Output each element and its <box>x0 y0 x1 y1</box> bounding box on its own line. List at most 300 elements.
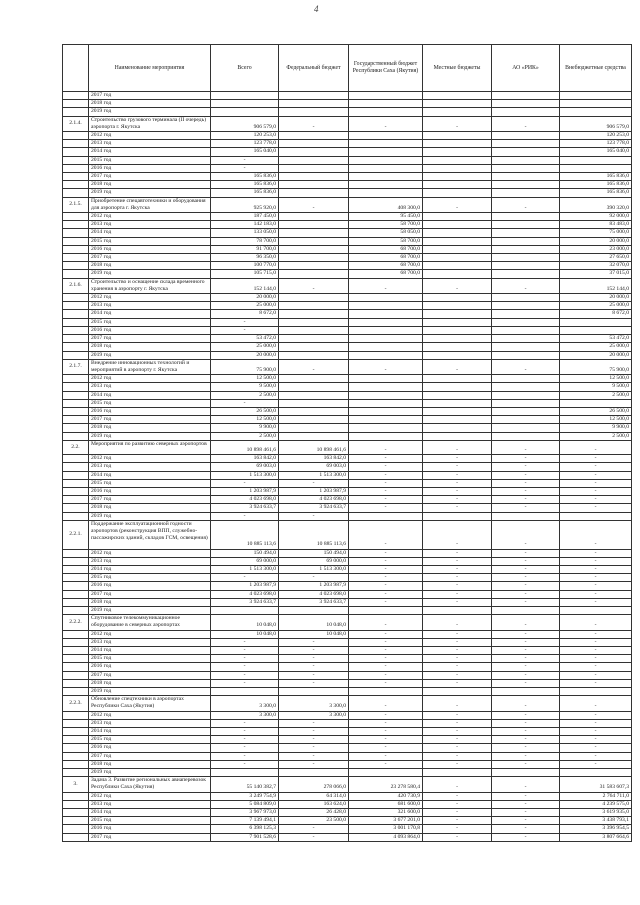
cell-total: - <box>211 679 279 687</box>
cell-local: - <box>423 752 492 760</box>
table-row <box>63 229 632 237</box>
cell-code <box>63 302 89 310</box>
cell-offbudget: - <box>560 598 632 606</box>
cell-local: - <box>423 496 492 504</box>
cell-federal <box>279 391 349 399</box>
cell-offbudget <box>560 100 632 108</box>
cell-code <box>63 557 89 565</box>
cell-name: 2013 год <box>89 638 211 646</box>
cell-state <box>349 383 423 391</box>
cell-state <box>349 181 423 189</box>
cell-name: Приобретение спецавтотехники и оборудования для аэропорта г. Якутска <box>89 197 211 212</box>
cell-name: Строительство и оснащение склада временного хранения в аэропорту г. Якутска <box>89 278 211 293</box>
cell-state: - <box>349 711 423 719</box>
cell-rik <box>492 173 560 181</box>
cell-rik <box>492 229 560 237</box>
table-row <box>63 479 632 487</box>
cell-state: - <box>349 520 423 549</box>
table-row <box>63 471 632 479</box>
cell-offbudget <box>560 92 632 100</box>
cell-name: 2018 год <box>89 181 211 189</box>
table-row <box>63 181 632 189</box>
cell-rik <box>492 391 560 399</box>
cell-total: 1 203 987,9 <box>211 487 279 495</box>
cell-federal <box>279 351 349 359</box>
cell-local: - <box>423 728 492 736</box>
cell-federal <box>279 399 349 407</box>
cell-local <box>423 318 492 326</box>
table-row <box>63 590 632 598</box>
cell-rik <box>492 606 560 614</box>
cell-name: 2014 год <box>89 565 211 573</box>
cell-code <box>63 383 89 391</box>
cell-code <box>63 655 89 663</box>
cell-local: - <box>423 744 492 752</box>
cell-code <box>63 598 89 606</box>
cell-offbudget: - <box>560 582 632 590</box>
cell-local: - <box>423 663 492 671</box>
cell-rik <box>492 318 560 326</box>
cell-state: - <box>349 479 423 487</box>
cell-name: 2013 год <box>89 383 211 391</box>
cell-local: - <box>423 463 492 471</box>
cell-code <box>63 229 89 237</box>
cell-federal: - <box>279 197 349 212</box>
cell-rik: - <box>492 582 560 590</box>
cell-rik: - <box>492 655 560 663</box>
cell-total: - <box>211 512 279 520</box>
cell-rik: - <box>492 549 560 557</box>
cell-code <box>63 679 89 687</box>
cell-state <box>349 108 423 116</box>
section-row <box>63 116 632 131</box>
cell-name: 2014 год <box>89 646 211 654</box>
cell-rik: - <box>492 711 560 719</box>
cell-total: 123 778,0 <box>211 140 279 148</box>
cell-local: - <box>423 598 492 606</box>
table-row <box>63 833 632 841</box>
cell-state: - <box>349 728 423 736</box>
cell-local: - <box>423 359 492 374</box>
cell-local <box>423 254 492 262</box>
cell-state <box>349 164 423 172</box>
budget-table <box>62 44 632 842</box>
cell-rik <box>492 148 560 156</box>
cell-total: 152 144,0 <box>211 278 279 293</box>
cell-state: 58 050,0 <box>349 229 423 237</box>
cell-rik <box>492 100 560 108</box>
cell-state <box>349 140 423 148</box>
cell-rik: - <box>492 479 560 487</box>
table-row <box>63 416 632 424</box>
cell-offbudget: 390 320,0 <box>560 197 632 212</box>
cell-rik <box>492 688 560 696</box>
cell-offbudget: - <box>560 496 632 504</box>
cell-state: 681 600,0 <box>349 800 423 808</box>
table-row <box>63 752 632 760</box>
cell-state: - <box>349 679 423 687</box>
cell-rik: - <box>492 615 560 630</box>
table-row <box>63 719 632 727</box>
cell-federal: 10 885 113,6 <box>279 520 349 549</box>
cell-name: 2016 год <box>89 487 211 495</box>
cell-code <box>63 752 89 760</box>
cell-local: - <box>423 711 492 719</box>
cell-federal <box>279 245 349 253</box>
table-row <box>63 646 632 654</box>
cell-name: 2016 год <box>89 245 211 253</box>
cell-code <box>63 769 89 777</box>
cell-total: 142 183,0 <box>211 221 279 229</box>
cell-state: - <box>349 278 423 293</box>
cell-code <box>63 351 89 359</box>
cell-total: 9 900,0 <box>211 424 279 432</box>
cell-local: - <box>423 800 492 808</box>
cell-code <box>63 132 89 140</box>
cell-name: 2015 год <box>89 399 211 407</box>
header-name: Наименование мероприятия <box>89 45 211 92</box>
cell-rik <box>492 108 560 116</box>
cell-federal: - <box>279 736 349 744</box>
cell-local <box>423 375 492 383</box>
cell-offbudget: 92 000,0 <box>560 213 632 221</box>
table-row <box>63 237 632 245</box>
cell-state: 4 093 864,0 <box>349 833 423 841</box>
cell-federal: 10 048,0 <box>279 630 349 638</box>
cell-name: 2016 год <box>89 326 211 334</box>
cell-offbudget: 31 583 607,3 <box>560 777 632 792</box>
cell-total: 120 253,0 <box>211 132 279 140</box>
cell-local: - <box>423 671 492 679</box>
cell-rik: - <box>492 663 560 671</box>
cell-name: 2019 год <box>89 108 211 116</box>
cell-rik <box>492 245 560 253</box>
cell-name: 2015 год <box>89 655 211 663</box>
cell-state: - <box>349 655 423 663</box>
cell-local: - <box>423 197 492 212</box>
cell-rik <box>492 343 560 351</box>
cell-name: 2018 год <box>89 760 211 768</box>
cell-rik <box>492 92 560 100</box>
table-row <box>63 557 632 565</box>
section-row <box>63 197 632 212</box>
cell-state: - <box>349 463 423 471</box>
cell-offbudget: 37 015,0 <box>560 270 632 278</box>
cell-total: 12 500,0 <box>211 375 279 383</box>
cell-state: 58 700,0 <box>349 221 423 229</box>
cell-code: 2.1.7. <box>63 359 89 374</box>
cell-name: 2013 год <box>89 302 211 310</box>
cell-offbudget: 27 650,0 <box>560 254 632 262</box>
cell-code <box>63 471 89 479</box>
cell-federal: 10 048,0 <box>279 615 349 630</box>
cell-federal: - <box>279 359 349 374</box>
cell-code <box>63 574 89 582</box>
cell-offbudget: 25 000,0 <box>560 343 632 351</box>
cell-rik: - <box>492 696 560 711</box>
cell-local <box>423 769 492 777</box>
cell-code <box>63 213 89 221</box>
cell-local <box>423 407 492 415</box>
cell-code <box>63 245 89 253</box>
cell-total: 69 000,0 <box>211 557 279 565</box>
table-row <box>63 455 632 463</box>
cell-code <box>63 294 89 302</box>
cell-code <box>63 343 89 351</box>
section-row <box>63 696 632 711</box>
cell-offbudget: - <box>560 655 632 663</box>
cell-state <box>349 294 423 302</box>
cell-code <box>63 590 89 598</box>
cell-federal <box>279 606 349 614</box>
cell-total: 165 040,0 <box>211 148 279 156</box>
table-row <box>63 213 632 221</box>
cell-local: - <box>423 809 492 817</box>
cell-name: Обновление спецтехники в аэропортах Республики Саха (Якутия) <box>89 696 211 711</box>
cell-offbudget: - <box>560 696 632 711</box>
cell-code: 2.2. <box>63 440 89 454</box>
cell-offbudget: 3 438 793,1 <box>560 817 632 825</box>
cell-offbudget: - <box>560 744 632 752</box>
cell-state: - <box>349 440 423 454</box>
cell-local <box>423 221 492 229</box>
cell-local: - <box>423 719 492 727</box>
cell-name: 2016 год <box>89 825 211 833</box>
cell-state <box>349 424 423 432</box>
cell-code <box>63 719 89 727</box>
cell-name: 2016 год <box>89 164 211 172</box>
cell-code <box>63 663 89 671</box>
cell-federal <box>279 310 349 318</box>
cell-rik <box>492 351 560 359</box>
cell-code <box>63 432 89 440</box>
table-row <box>63 302 632 310</box>
cell-code <box>63 318 89 326</box>
cell-federal: 4 023 698,0 <box>279 590 349 598</box>
cell-rik: - <box>492 679 560 687</box>
cell-federal <box>279 108 349 116</box>
cell-local <box>423 262 492 270</box>
cell-local <box>423 181 492 189</box>
cell-code <box>63 254 89 262</box>
table-row <box>63 565 632 573</box>
cell-rik: - <box>492 496 560 504</box>
cell-name: 2013 год <box>89 463 211 471</box>
cell-state: - <box>349 752 423 760</box>
cell-total: 187 450,0 <box>211 213 279 221</box>
table-row <box>63 164 632 172</box>
cell-offbudget: - <box>560 504 632 512</box>
cell-code <box>63 792 89 800</box>
table-row <box>63 92 632 100</box>
cell-code <box>63 375 89 383</box>
cell-name: 2016 год <box>89 407 211 415</box>
cell-code <box>63 140 89 148</box>
cell-rik <box>492 254 560 262</box>
cell-code <box>63 326 89 334</box>
table-row <box>63 343 632 351</box>
cell-federal: - <box>279 646 349 654</box>
cell-local <box>423 606 492 614</box>
cell-federal <box>279 335 349 343</box>
cell-offbudget: 4 239 575,0 <box>560 800 632 808</box>
cell-state: 68 700,0 <box>349 262 423 270</box>
cell-code <box>63 496 89 504</box>
cell-rik <box>492 326 560 334</box>
cell-state <box>349 343 423 351</box>
cell-federal: 1 203 987,9 <box>279 487 349 495</box>
table-header-row <box>63 45 632 92</box>
cell-local <box>423 156 492 164</box>
cell-federal <box>279 326 349 334</box>
cell-code <box>63 262 89 270</box>
cell-local <box>423 310 492 318</box>
cell-code <box>63 189 89 197</box>
cell-state: 420 730,9 <box>349 792 423 800</box>
header-rik: АО «РИК» <box>492 45 560 92</box>
cell-code <box>63 391 89 399</box>
table-row <box>63 504 632 512</box>
cell-state <box>349 399 423 407</box>
cell-total: 55 140 382,7 <box>211 777 279 792</box>
cell-total: 20 000,0 <box>211 294 279 302</box>
table-row <box>63 512 632 520</box>
cell-state: 58 700,0 <box>349 237 423 245</box>
cell-state <box>349 407 423 415</box>
cell-federal: - <box>279 728 349 736</box>
cell-offbudget: 25 000,0 <box>560 302 632 310</box>
cell-total: 165 836,0 <box>211 173 279 181</box>
cell-name: 2015 год <box>89 318 211 326</box>
cell-code <box>63 416 89 424</box>
cell-state: - <box>349 663 423 671</box>
cell-total: 20 000,0 <box>211 351 279 359</box>
cell-name: 2014 год <box>89 148 211 156</box>
cell-total: 12 500,0 <box>211 416 279 424</box>
cell-federal <box>279 229 349 237</box>
table-row <box>63 549 632 557</box>
cell-total: 100 770,0 <box>211 262 279 270</box>
cell-code <box>63 512 89 520</box>
cell-rik <box>492 270 560 278</box>
cell-offbudget: - <box>560 471 632 479</box>
cell-name: 2015 год <box>89 817 211 825</box>
cell-local: - <box>423 565 492 573</box>
table-row <box>63 391 632 399</box>
cell-total: 53 472,0 <box>211 335 279 343</box>
cell-local <box>423 326 492 334</box>
table-row <box>63 688 632 696</box>
table-row <box>63 407 632 415</box>
cell-state <box>349 769 423 777</box>
cell-rik <box>492 512 560 520</box>
cell-offbudget: - <box>560 440 632 454</box>
cell-offbudget <box>560 318 632 326</box>
cell-total: - <box>211 326 279 334</box>
cell-local: - <box>423 760 492 768</box>
cell-total: 10 898 461,6 <box>211 440 279 454</box>
cell-local: - <box>423 520 492 549</box>
section-row <box>63 359 632 374</box>
cell-local <box>423 140 492 148</box>
cell-federal <box>279 769 349 777</box>
cell-offbudget <box>560 326 632 334</box>
cell-name: 2012 год <box>89 630 211 638</box>
cell-code: 3. <box>63 777 89 792</box>
table-row <box>63 424 632 432</box>
cell-total: 75 900,0 <box>211 359 279 374</box>
cell-state: - <box>349 719 423 727</box>
cell-rik <box>492 213 560 221</box>
section-row <box>63 777 632 792</box>
cell-offbudget: 53 472,0 <box>560 335 632 343</box>
cell-total: 26 500,0 <box>211 407 279 415</box>
cell-local <box>423 164 492 172</box>
cell-name: 2019 год <box>89 606 211 614</box>
cell-federal: - <box>279 671 349 679</box>
cell-code <box>63 479 89 487</box>
cell-federal: 1 513 300,0 <box>279 565 349 573</box>
table-row <box>63 606 632 614</box>
cell-name: 2017 год <box>89 92 211 100</box>
cell-rik <box>492 383 560 391</box>
cell-local: - <box>423 630 492 638</box>
cell-offbudget: - <box>560 760 632 768</box>
cell-federal: 150 494,0 <box>279 549 349 557</box>
cell-offbudget <box>560 399 632 407</box>
cell-rik: - <box>492 646 560 654</box>
cell-federal: - <box>279 833 349 841</box>
cell-rik <box>492 294 560 302</box>
cell-offbudget: 32 070,0 <box>560 262 632 270</box>
cell-code <box>63 817 89 825</box>
cell-federal <box>279 343 349 351</box>
cell-rik <box>492 189 560 197</box>
cell-local: - <box>423 615 492 630</box>
table-row <box>63 375 632 383</box>
cell-rik: - <box>492 504 560 512</box>
table-row <box>63 108 632 116</box>
cell-total: 2 500,0 <box>211 432 279 440</box>
table-row <box>63 383 632 391</box>
cell-state <box>349 416 423 424</box>
cell-state: - <box>349 455 423 463</box>
cell-code <box>63 156 89 164</box>
cell-total: 96 350,0 <box>211 254 279 262</box>
cell-federal <box>279 173 349 181</box>
section-row <box>63 520 632 549</box>
cell-rik: - <box>492 557 560 565</box>
cell-name: 2017 год <box>89 671 211 679</box>
cell-rik: - <box>492 809 560 817</box>
cell-federal <box>279 407 349 415</box>
cell-offbudget: 906 579,0 <box>560 116 632 131</box>
cell-local <box>423 343 492 351</box>
cell-code <box>63 221 89 229</box>
cell-state <box>349 688 423 696</box>
cell-name: 2019 год <box>89 189 211 197</box>
cell-name: 2019 год <box>89 432 211 440</box>
cell-federal: 163 624,0 <box>279 800 349 808</box>
cell-total: - <box>211 318 279 326</box>
cell-local <box>423 383 492 391</box>
cell-state: - <box>349 598 423 606</box>
cell-code <box>63 606 89 614</box>
cell-rik: - <box>492 638 560 646</box>
cell-rik: - <box>492 630 560 638</box>
cell-code <box>63 549 89 557</box>
cell-rik: - <box>492 590 560 598</box>
